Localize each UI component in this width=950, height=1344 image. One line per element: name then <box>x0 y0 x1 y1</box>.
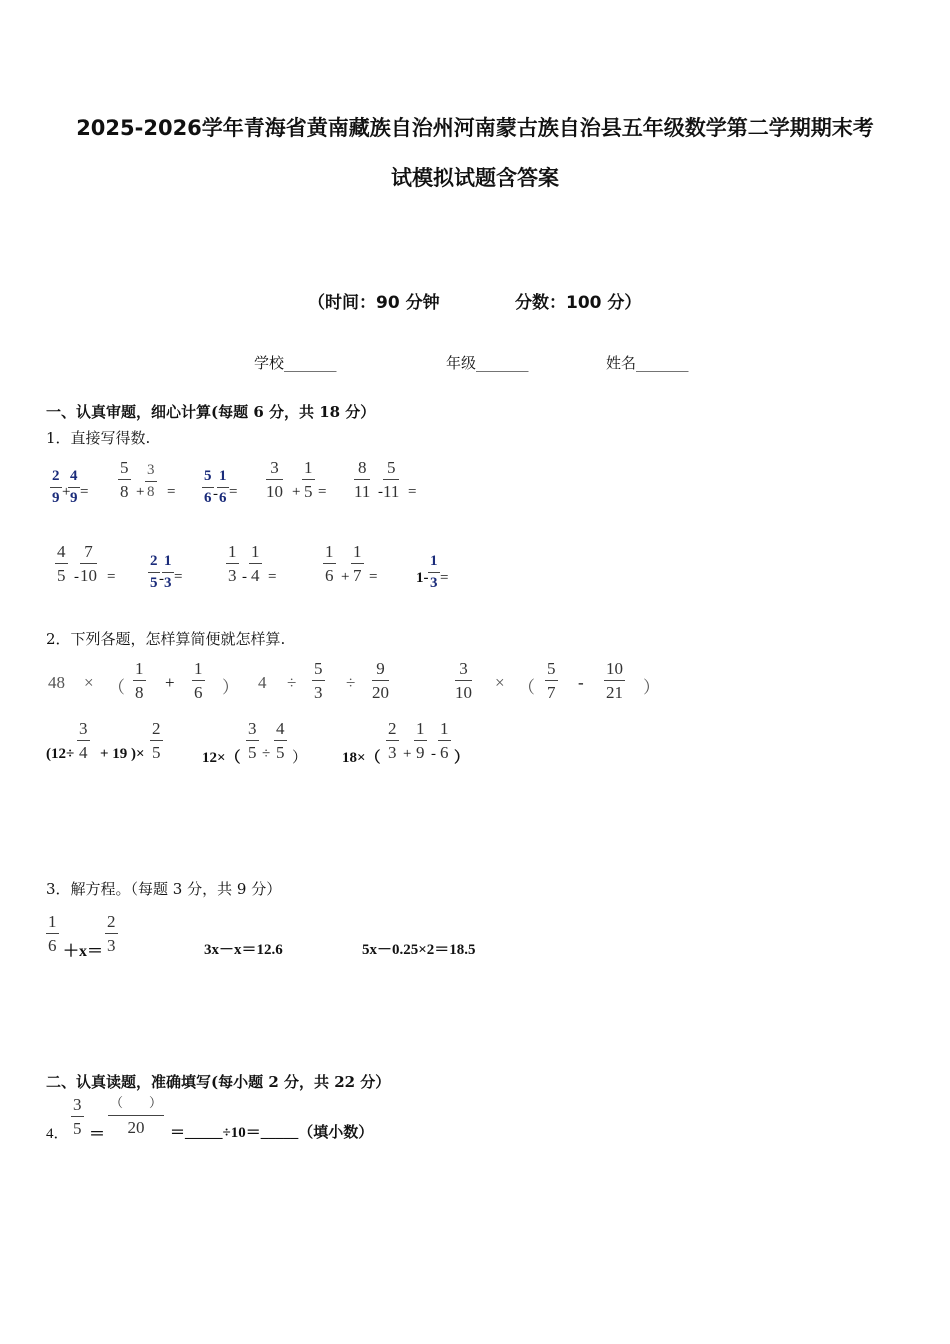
fraction: $\frac{1}{8}$ <box>135 659 144 702</box>
fraction: $\frac{3}{4}$ <box>79 719 88 762</box>
section1-heading: 一、认真审题，细心计算(每题 6 分，共 18 分） <box>46 403 376 421</box>
fraction: $\frac{2}{3}$ <box>388 719 397 762</box>
fraction: $\frac{3}{8}$ <box>147 462 155 500</box>
equals: = <box>440 570 449 586</box>
fraction: $\frac{3}{5}$ <box>248 719 257 762</box>
fraction: $\frac{10}{21}$ <box>606 659 623 702</box>
fraction: $\frac{2}{9}$ <box>52 468 60 506</box>
exam-score: 分数：100 分） <box>515 293 642 313</box>
number: 48 <box>48 673 65 692</box>
fraction: $\frac{8}{11}$ <box>354 458 371 501</box>
equals: = <box>80 484 89 500</box>
fraction: $\frac{2}{3}$ <box>107 912 116 955</box>
expression-text: 18×（ <box>342 750 381 766</box>
equation-3: 5x－0.25×2＝18.5 <box>362 942 476 958</box>
q1-label: 1．直接写得数. <box>46 429 151 447</box>
fraction: $\frac{3}{5}$ <box>73 1095 82 1138</box>
fraction: $\frac{1}{3}$ <box>228 542 237 585</box>
expression-text: (12÷ <box>46 746 75 762</box>
fraction: $\frac{1}{3}$ <box>430 553 438 591</box>
fraction: $\frac{3}{10}$ <box>455 659 472 702</box>
expression-text: + 19 )× <box>100 746 145 762</box>
operator: + <box>292 484 301 500</box>
operator: × <box>84 673 94 692</box>
fraction: $\frac{1}{6}$ <box>194 659 203 702</box>
operator: ÷ <box>287 673 297 692</box>
fraction: $\frac{1}{6}$ <box>219 468 227 506</box>
page-title-line1: 2025-2026学年青海省黄南藏族自治州河南蒙古族自治县五年级数学第二学期期末考 <box>76 116 874 140</box>
fill-in-text: ＝_____÷10＝_____（填小数） <box>170 1125 374 1141</box>
fraction: $\frac{4}{9}$ <box>70 468 78 506</box>
equals: = <box>167 484 176 500</box>
q2-label: 2．下列各题，怎样算简便就怎样算. <box>46 630 286 648</box>
operator: ÷ <box>262 746 271 762</box>
equals: ＝ <box>89 1126 106 1143</box>
operator: ÷ <box>346 673 356 692</box>
fraction-blank: （ ） 20 <box>110 1095 163 1137</box>
operator: - <box>578 673 584 692</box>
equation-2: 3x－x＝12.6 <box>204 942 283 958</box>
fraction: $\frac{1}{6}$ <box>48 912 57 955</box>
fraction: $\frac{5}{11}$ <box>383 458 400 501</box>
fraction: $\frac{4}{5}$ <box>57 542 66 585</box>
operator: - <box>242 569 247 585</box>
paren: ） <box>292 750 308 766</box>
fraction: $\frac{1}{4}$ <box>251 542 260 585</box>
fraction: $\frac{1}{7}$ <box>353 542 362 585</box>
fraction: $\frac{3}{10}$ <box>266 458 283 501</box>
fraction: $\frac{1}{9}$ <box>416 719 425 762</box>
expression-text: ＋x＝ <box>63 943 104 960</box>
section2-heading: 二、认真读题，准确填写(每小题 2 分，共 22 分） <box>46 1073 391 1091</box>
fraction: $\frac{1}{6}$ <box>440 719 449 762</box>
fraction: $\frac{1}{6}$ <box>325 542 334 585</box>
operator: + <box>62 484 71 500</box>
fraction: $\frac{5}{8}$ <box>120 458 129 501</box>
fraction: $\frac{5}{7}$ <box>547 659 556 702</box>
number: 4 <box>258 673 267 692</box>
operator: - <box>431 746 436 762</box>
expression-text: 12×（ <box>202 750 241 766</box>
equals: = <box>107 569 116 585</box>
equals: = <box>268 569 277 585</box>
equals: = <box>174 569 183 585</box>
equals: = <box>369 569 378 585</box>
fraction: $\frac{1}{3}$ <box>164 553 172 591</box>
operator: - <box>74 569 79 585</box>
fraction: $\frac{4}{5}$ <box>276 719 285 762</box>
operator: 1- <box>416 570 429 586</box>
question-number: 4． <box>46 1126 69 1142</box>
operator: - <box>159 571 164 587</box>
school-field: 学校_______ <box>254 354 337 372</box>
paren: ） <box>454 750 470 766</box>
paren: ） <box>222 678 239 697</box>
exam-time: （时间：90 分钟 <box>308 293 440 313</box>
paren: （ <box>518 678 535 697</box>
paren: （ <box>108 678 125 697</box>
equals: = <box>318 484 327 500</box>
equals: = <box>408 484 417 500</box>
operator: + <box>403 746 412 762</box>
equals: = <box>229 484 238 500</box>
fraction: $\frac{2}{5}$ <box>150 553 158 591</box>
grade-field: 年级_______ <box>446 354 529 372</box>
fraction: $\frac{5}{6}$ <box>204 468 212 506</box>
fraction: $\frac{2}{5}$ <box>152 719 161 762</box>
operator: - <box>378 484 383 500</box>
operator: - <box>213 486 218 502</box>
operator: + <box>136 484 145 500</box>
page-title-line2: 试模拟试题含答案 <box>391 166 559 190</box>
operator: + <box>165 673 175 692</box>
fraction: $\frac{7}{10}$ <box>80 542 97 585</box>
name-field: 姓名_______ <box>606 354 689 372</box>
q3-label: 3．解方程。（每题 3 分，共 9 分） <box>46 880 282 898</box>
fraction: $\frac{1}{5}$ <box>304 458 313 501</box>
paren: ） <box>643 678 660 697</box>
fraction: $\frac{9}{20}$ <box>372 659 389 702</box>
operator: + <box>341 569 350 585</box>
fraction: $\frac{5}{3}$ <box>314 659 323 702</box>
operator: × <box>495 673 505 692</box>
